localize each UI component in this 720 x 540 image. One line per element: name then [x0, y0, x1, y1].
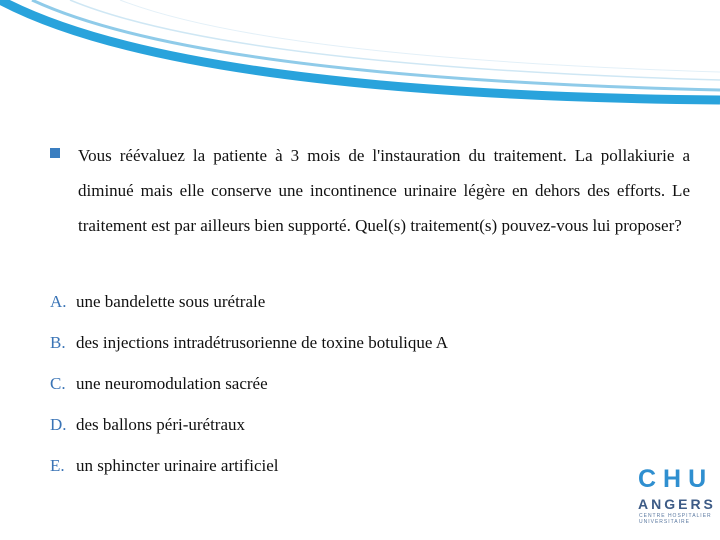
answer-text: une bandelette sous urétrale: [76, 292, 266, 311]
answer-list: [50, 290, 448, 495]
logo-chu-text: CHU: [638, 465, 714, 493]
answer-text: des ballons péri-urétraux: [76, 415, 245, 434]
answer-option-b: [50, 331, 448, 372]
square-bullet-icon: [50, 148, 60, 158]
answer-option-c: [50, 372, 448, 413]
answer-option-a: [50, 290, 448, 331]
logo-subtitle-text: CENTRE HOSPITALIER UNIVERSITAIRE: [639, 513, 712, 525]
answer-text: une neuromodulation sacrée: [76, 374, 268, 393]
answer-letter: E.: [50, 456, 65, 475]
answer-option-e: [50, 454, 448, 495]
answer-letter: D.: [50, 415, 67, 434]
answer-letter: B.: [50, 333, 66, 352]
logo-city-text: ANGERS: [638, 496, 716, 512]
question-block: [50, 138, 690, 243]
answer-text: un sphincter urinaire artificiel: [76, 456, 279, 475]
answer-option-d: [50, 413, 448, 454]
header-swoosh-decoration: [0, 0, 720, 110]
answer-text: des injections intradétrusorienne de toxine botulique A: [76, 333, 449, 352]
chu-angers-logo: [638, 466, 714, 528]
question-text: Vous réévaluez la patiente à 3 mois de l'instauration du traitement. La pollakiurie a diminué mais elle conserve une incontinence urinaire légère en dehors des efforts. Le traitement est par ailleurs bien supporté. Quel(s) traitement(s) pouvez-vous lui proposer?: [78, 146, 690, 235]
answer-letter: C.: [50, 374, 66, 393]
answer-letter: A.: [50, 292, 67, 311]
